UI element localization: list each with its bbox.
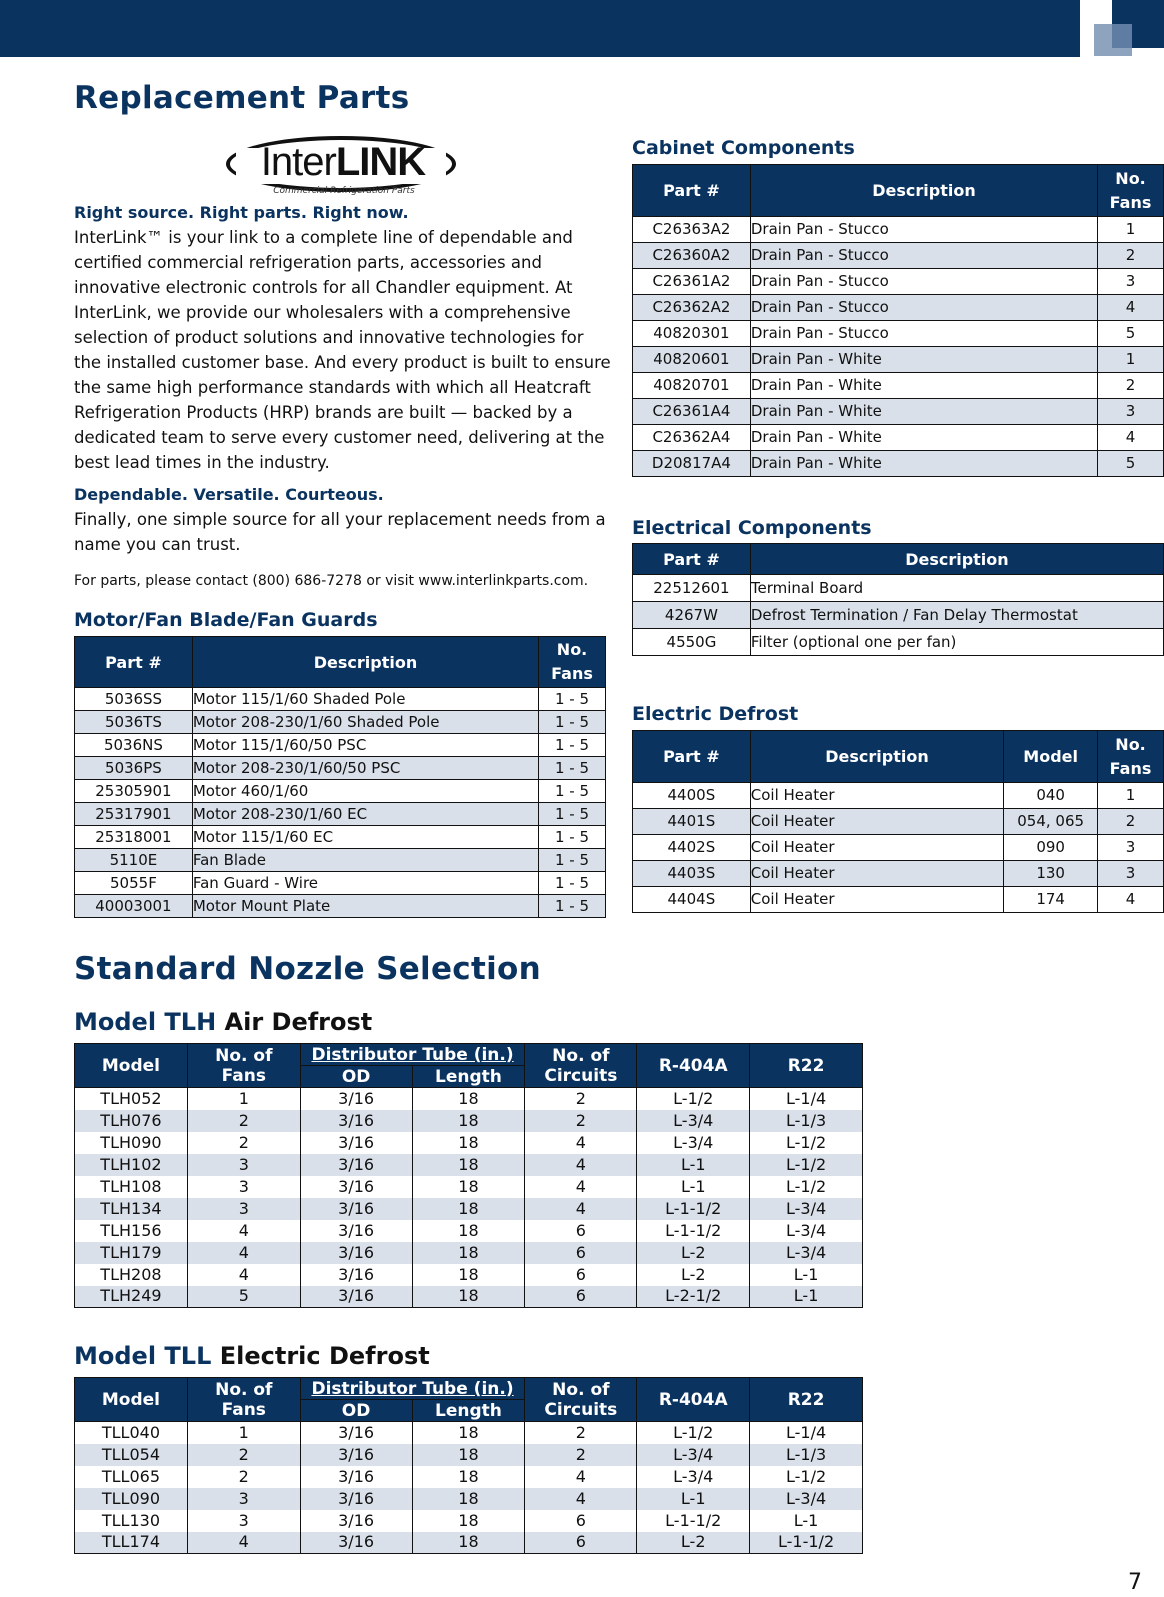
tlh-row-od: 3/16 xyxy=(300,1264,412,1286)
electrical-row xyxy=(633,602,1164,629)
tlh-row-model: TLH102 xyxy=(75,1154,188,1176)
tll-row-circuits: 4 xyxy=(525,1466,637,1488)
electrical-row-part: 4550G xyxy=(633,629,751,656)
motor-row-part: 5036NS xyxy=(75,734,193,757)
cabinet-table xyxy=(632,164,1164,477)
tlh-row-model: TLH249 xyxy=(75,1286,188,1308)
tlh-row-model: TLH076 xyxy=(75,1110,188,1132)
tlh-row-length: 18 xyxy=(412,1088,525,1110)
tlh-row-model: TLH134 xyxy=(75,1198,188,1220)
header-bar xyxy=(0,0,1080,57)
tlh-row-model: TLH156 xyxy=(75,1220,188,1242)
tlh-row xyxy=(75,1176,863,1198)
tll-row-od: 3/16 xyxy=(300,1466,412,1488)
cabinet-row xyxy=(633,451,1164,477)
tlh-title: Model TLH Air Defrost xyxy=(74,1008,373,1036)
cabinet-row-part: D20817A4 xyxy=(633,451,751,477)
tlh-row-fans: 2 xyxy=(187,1110,300,1132)
cabinet-row-fans: 5 xyxy=(1098,321,1164,347)
tll-row xyxy=(75,1532,863,1554)
cabinet-row xyxy=(633,217,1164,243)
electrical-row xyxy=(633,575,1164,602)
contact-line: For parts, please contact (800) 686-7278 or visit www.interlinkparts.com. xyxy=(74,573,589,589)
motor-row-fans: 1 - 5 xyxy=(539,757,606,780)
cabinet-row-desc: Drain Pan - White xyxy=(750,451,1097,477)
tll-header-model: Model xyxy=(75,1378,188,1422)
cabinet-row-desc: Drain Pan - White xyxy=(750,347,1097,373)
tlh-row-model: TLH108 xyxy=(75,1176,188,1198)
tlh-row xyxy=(75,1132,863,1154)
interlink-logo xyxy=(226,130,462,200)
tlh-row-length: 18 xyxy=(412,1154,525,1176)
tll-row-length: 18 xyxy=(412,1444,525,1466)
tll-row-r22: L-1/3 xyxy=(750,1444,863,1466)
tll-title: Model TLL Electric Defrost xyxy=(74,1342,430,1370)
motor-row xyxy=(75,895,606,918)
cabinet-header-desc: Description xyxy=(750,165,1097,217)
tlh-row-circuits: 4 xyxy=(525,1198,637,1220)
defrost-row-part: 4404S xyxy=(633,887,751,913)
defrost-row-fans: 1 xyxy=(1098,783,1164,809)
defrost-row-model: 174 xyxy=(1004,887,1098,913)
tll-row-r404a: L-3/4 xyxy=(637,1444,750,1466)
defrost-header-fans: No. Fans xyxy=(1098,731,1164,783)
motor-row xyxy=(75,872,606,895)
tll-row-circuits: 6 xyxy=(525,1532,637,1554)
tlh-row-r22: L-1 xyxy=(750,1286,863,1308)
tlh-row-od: 3/16 xyxy=(300,1198,412,1220)
electrical-row xyxy=(633,629,1164,656)
cabinet-row-fans: 5 xyxy=(1098,451,1164,477)
defrost-row xyxy=(633,809,1164,835)
tll-row-fans: 1 xyxy=(187,1422,300,1444)
tlh-row-length: 18 xyxy=(412,1286,525,1308)
tlh-row-r404a: L-1 xyxy=(637,1176,750,1198)
tll-row-od: 3/16 xyxy=(300,1444,412,1466)
tlh-row-circuits: 2 xyxy=(525,1110,637,1132)
cabinet-header-part: Part # xyxy=(633,165,751,217)
tlh-row-od: 3/16 xyxy=(300,1220,412,1242)
tlh-row-fans: 4 xyxy=(187,1220,300,1242)
tlh-row-r22: L-1/2 xyxy=(750,1154,863,1176)
motor-row-fans: 1 - 5 xyxy=(539,803,606,826)
defrost-row-desc: Coil Heater xyxy=(750,835,1003,861)
tll-header-r404a: R-404A xyxy=(637,1378,750,1422)
cabinet-row-part: 40820301 xyxy=(633,321,751,347)
tll-row-model: TLL040 xyxy=(75,1422,188,1444)
defrost-row xyxy=(633,887,1164,913)
defrost-section-title: Electric Defrost xyxy=(632,703,799,725)
tagline-2: Dependable. Versatile. Courteous. xyxy=(74,485,384,504)
tll-row-od: 3/16 xyxy=(300,1532,412,1554)
motor-row-desc: Motor 115/1/60 Shaded Pole xyxy=(192,688,538,711)
tlh-row-fans: 1 xyxy=(187,1088,300,1110)
tlh-row-model: TLH179 xyxy=(75,1242,188,1264)
cabinet-row-part: C26361A2 xyxy=(633,269,751,295)
tlh-row-length: 18 xyxy=(412,1132,525,1154)
cabinet-header-fans: No. Fans xyxy=(1098,165,1164,217)
motor-row-fans: 1 - 5 xyxy=(539,895,606,918)
tlh-row-r22: L-1/4 xyxy=(750,1088,863,1110)
defrost-row-desc: Coil Heater xyxy=(750,783,1003,809)
electrical-table xyxy=(632,543,1164,656)
motor-section-title: Motor/Fan Blade/Fan Guards xyxy=(74,609,378,631)
cabinet-row-desc: Drain Pan - Stucco xyxy=(750,295,1097,321)
tlh-row-r22: L-3/4 xyxy=(750,1242,863,1264)
motor-row-desc: Motor 208-230/1/60 EC xyxy=(192,803,538,826)
tll-row-od: 3/16 xyxy=(300,1510,412,1532)
motor-row-part: 5055F xyxy=(75,872,193,895)
cabinet-row-fans: 3 xyxy=(1098,269,1164,295)
tlh-row-od: 3/16 xyxy=(300,1132,412,1154)
tlh-row-circuits: 6 xyxy=(525,1220,637,1242)
tlh-row-fans: 4 xyxy=(187,1264,300,1286)
tll-row-r22: L-1 xyxy=(750,1510,863,1532)
tll-header-r22: R22 xyxy=(750,1378,863,1422)
cabinet-row xyxy=(633,347,1164,373)
tlh-row-fans: 3 xyxy=(187,1154,300,1176)
intro-paragraph: InterLink™ is your link to a complete line of dependable and certified commercial refrigeration parts, accessories and innovative electronic controls for all Chandler equipment. At InterLink, we provide our wholesalers with a comprehensive selection of product solutions and innovative technologies for the installed customer base. And every product is built to ensure the same high performance standards with which all Heatcraft Refrigeration Products (HRP) brands are built — backed by a dedicated team to serve every customer need, delivering at the best lead times in the industry. xyxy=(74,228,611,472)
defrost-row-fans: 4 xyxy=(1098,887,1164,913)
electrical-header-part: Part # xyxy=(633,544,751,575)
defrost-row xyxy=(633,861,1164,887)
tlh-row-circuits: 6 xyxy=(525,1286,637,1308)
cabinet-row xyxy=(633,295,1164,321)
tlh-row xyxy=(75,1198,863,1220)
tll-row-circuits: 6 xyxy=(525,1510,637,1532)
defrost-row-fans: 3 xyxy=(1098,835,1164,861)
defrost-row-part: 4403S xyxy=(633,861,751,887)
motor-row-desc: Motor 208-230/1/60/50 PSC xyxy=(192,757,538,780)
tlh-row-fans: 3 xyxy=(187,1198,300,1220)
tll-header-circuits: No. of Circuits xyxy=(525,1378,637,1422)
defrost-row-part: 4402S xyxy=(633,835,751,861)
tll-row-length: 18 xyxy=(412,1510,525,1532)
cabinet-row-part: C26363A2 xyxy=(633,217,751,243)
motor-row-part: 25305901 xyxy=(75,780,193,803)
defrost-table xyxy=(632,730,1164,913)
tlh-row-length: 18 xyxy=(412,1220,525,1242)
tlh-row-od: 3/16 xyxy=(300,1286,412,1308)
motor-row-desc: Motor 115/1/60 EC xyxy=(192,826,538,849)
cabinet-row-part: C26361A4 xyxy=(633,399,751,425)
tlh-row-circuits: 6 xyxy=(525,1242,637,1264)
defrost-row-part: 4400S xyxy=(633,783,751,809)
motor-header-part: Part # xyxy=(75,637,193,688)
motor-header-fans: No. Fans xyxy=(539,637,606,688)
defrost-row-desc: Coil Heater xyxy=(750,809,1003,835)
tlh-row-circuits: 2 xyxy=(525,1088,637,1110)
tll-row-model: TLL174 xyxy=(75,1532,188,1554)
electrical-row-part: 4267W xyxy=(633,602,751,629)
page-number: 7 xyxy=(1128,1570,1142,1595)
defrost-row-fans: 2 xyxy=(1098,809,1164,835)
cabinet-row-part: C26360A2 xyxy=(633,243,751,269)
tll-row-length: 18 xyxy=(412,1532,525,1554)
motor-row xyxy=(75,734,606,757)
defrost-row xyxy=(633,783,1164,809)
tlh-row-fans: 5 xyxy=(187,1286,300,1308)
cabinet-row-desc: Drain Pan - Stucco xyxy=(750,321,1097,347)
cabinet-row-part: C26362A4 xyxy=(633,425,751,451)
closing-paragraph: Finally, one simple source for all your replacement needs from a name you can trust. xyxy=(74,510,606,554)
tlh-header-fans: No. of Fans xyxy=(187,1044,300,1088)
electrical-row-part: 22512601 xyxy=(633,575,751,602)
tll-row-fans: 2 xyxy=(187,1466,300,1488)
tll-table xyxy=(74,1377,863,1554)
tll-row-model: TLL065 xyxy=(75,1466,188,1488)
cabinet-row-part: 40820701 xyxy=(633,373,751,399)
motor-row-part: 5036SS xyxy=(75,688,193,711)
tlh-row-od: 3/16 xyxy=(300,1176,412,1198)
cabinet-row-part: 40820601 xyxy=(633,347,751,373)
tll-row-r22: L-1/4 xyxy=(750,1422,863,1444)
motor-row-desc: Fan Guard - Wire xyxy=(192,872,538,895)
tlh-row-r404a: L-1-1/2 xyxy=(637,1198,750,1220)
tll-row-model: TLL054 xyxy=(75,1444,188,1466)
cabinet-row-desc: Drain Pan - Stucco xyxy=(750,243,1097,269)
tlh-row-model: TLH208 xyxy=(75,1264,188,1286)
tlh-row-r404a: L-2 xyxy=(637,1242,750,1264)
tll-row-fans: 3 xyxy=(187,1510,300,1532)
tll-row-fans: 4 xyxy=(187,1532,300,1554)
tlh-row-r22: L-1/2 xyxy=(750,1132,863,1154)
tll-row-length: 18 xyxy=(412,1422,525,1444)
tll-row-r22: L-1-1/2 xyxy=(750,1532,863,1554)
defrost-header-model: Model xyxy=(1004,731,1098,783)
tlh-row-length: 18 xyxy=(412,1198,525,1220)
tlh-row-r404a: L-1 xyxy=(637,1154,750,1176)
cabinet-row-part: C26362A2 xyxy=(633,295,751,321)
tll-header-od: OD xyxy=(300,1400,412,1422)
cabinet-row-desc: Drain Pan - White xyxy=(750,425,1097,451)
electrical-row-desc: Defrost Termination / Fan Delay Thermostat xyxy=(750,602,1163,629)
tll-row-r404a: L-1/2 xyxy=(637,1422,750,1444)
cabinet-section-title: Cabinet Components xyxy=(632,137,855,159)
tlh-row-r404a: L-3/4 xyxy=(637,1132,750,1154)
tlh-row-od: 3/16 xyxy=(300,1154,412,1176)
electrical-section-title: Electrical Components xyxy=(632,517,872,539)
motor-row xyxy=(75,780,606,803)
motor-row-desc: Fan Blade xyxy=(192,849,538,872)
tlh-row-r404a: L-1-1/2 xyxy=(637,1220,750,1242)
motor-row-part: 5110E xyxy=(75,849,193,872)
defrost-row-model: 090 xyxy=(1004,835,1098,861)
tlh-header-od: OD xyxy=(300,1066,412,1088)
tll-header-length: Length xyxy=(412,1400,525,1422)
cabinet-row-fans: 2 xyxy=(1098,373,1164,399)
tll-row-fans: 2 xyxy=(187,1444,300,1466)
tlh-header-model: Model xyxy=(75,1044,188,1088)
defrost-row-desc: Coil Heater xyxy=(750,887,1003,913)
tlh-row-r22: L-1/2 xyxy=(750,1176,863,1198)
cabinet-row-desc: Drain Pan - White xyxy=(750,373,1097,399)
tlh-row-circuits: 4 xyxy=(525,1132,637,1154)
defrost-row xyxy=(633,835,1164,861)
tll-row-circuits: 2 xyxy=(525,1444,637,1466)
motor-row xyxy=(75,757,606,780)
tlh-row-r22: L-3/4 xyxy=(750,1220,863,1242)
tlh-row xyxy=(75,1220,863,1242)
tlh-table xyxy=(74,1043,863,1308)
tll-row-r404a: L-1-1/2 xyxy=(637,1510,750,1532)
motor-row xyxy=(75,688,606,711)
cabinet-row-fans: 4 xyxy=(1098,425,1164,451)
replacement-parts-title: Replacement Parts xyxy=(74,80,410,116)
tll-row-model: TLL090 xyxy=(75,1488,188,1510)
motor-row xyxy=(75,826,606,849)
tagline-1: Right source. Right parts. Right now. xyxy=(74,203,409,222)
motor-row-desc: Motor 460/1/60 xyxy=(192,780,538,803)
tlh-row-r404a: L-3/4 xyxy=(637,1110,750,1132)
tlh-row xyxy=(75,1242,863,1264)
tlh-row xyxy=(75,1286,863,1308)
motor-row-desc: Motor 115/1/60/50 PSC xyxy=(192,734,538,757)
cabinet-row xyxy=(633,243,1164,269)
cabinet-row xyxy=(633,269,1164,295)
tll-row-r404a: L-3/4 xyxy=(637,1466,750,1488)
logo-wordmark: InterLINK xyxy=(260,140,426,184)
cabinet-row-desc: Drain Pan - Stucco xyxy=(750,269,1097,295)
tll-row-r404a: L-1 xyxy=(637,1488,750,1510)
motor-row-desc: Motor Mount Plate xyxy=(192,895,538,918)
tlh-row-circuits: 4 xyxy=(525,1154,637,1176)
tlh-row-circuits: 4 xyxy=(525,1176,637,1198)
tlh-row-length: 18 xyxy=(412,1176,525,1198)
tlh-row-r22: L-1 xyxy=(750,1264,863,1286)
tlh-header-r22: R22 xyxy=(750,1044,863,1088)
defrost-header-desc: Description xyxy=(750,731,1003,783)
tll-row xyxy=(75,1466,863,1488)
electrical-header-desc: Description xyxy=(750,544,1163,575)
tlh-row-fans: 4 xyxy=(187,1242,300,1264)
tlh-row-od: 3/16 xyxy=(300,1088,412,1110)
tlh-row-circuits: 6 xyxy=(525,1264,637,1286)
tll-row xyxy=(75,1510,863,1532)
defrost-row-model: 054, 065 xyxy=(1004,809,1098,835)
motor-row-desc: Motor 208-230/1/60 Shaded Pole xyxy=(192,711,538,734)
motor-row-fans: 1 - 5 xyxy=(539,688,606,711)
tlh-header-tube: Distributor Tube (in.) xyxy=(300,1044,525,1066)
tll-row xyxy=(75,1422,863,1444)
cabinet-row-fans: 4 xyxy=(1098,295,1164,321)
tlh-row-fans: 3 xyxy=(187,1176,300,1198)
tll-row-circuits: 4 xyxy=(525,1488,637,1510)
tll-row-circuits: 2 xyxy=(525,1422,637,1444)
tlh-row-od: 3/16 xyxy=(300,1110,412,1132)
tll-row-r22: L-3/4 xyxy=(750,1488,863,1510)
cabinet-row-desc: Drain Pan - White xyxy=(750,399,1097,425)
defrost-row-model: 130 xyxy=(1004,861,1098,887)
tlh-row xyxy=(75,1110,863,1132)
corner-square-mid xyxy=(1112,24,1132,48)
electrical-row-desc: Filter (optional one per fan) xyxy=(750,629,1163,656)
tll-row-length: 18 xyxy=(412,1488,525,1510)
tlh-row xyxy=(75,1154,863,1176)
tlh-row-od: 3/16 xyxy=(300,1242,412,1264)
tlh-row-r404a: L-1/2 xyxy=(637,1088,750,1110)
motor-header-desc: Description xyxy=(192,637,538,688)
cabinet-row-desc: Drain Pan - Stucco xyxy=(750,217,1097,243)
tll-row xyxy=(75,1488,863,1510)
cabinet-row-fans: 3 xyxy=(1098,399,1164,425)
cabinet-row xyxy=(633,373,1164,399)
cabinet-row-fans: 2 xyxy=(1098,243,1164,269)
logo-tagline: Commercial Refrigeration Parts xyxy=(273,186,415,196)
motor-row xyxy=(75,711,606,734)
motor-row-fans: 1 - 5 xyxy=(539,872,606,895)
cabinet-row xyxy=(633,321,1164,347)
motor-row-part: 5036PS xyxy=(75,757,193,780)
tll-row-fans: 3 xyxy=(187,1488,300,1510)
tlh-row-fans: 2 xyxy=(187,1132,300,1154)
motor-row-part: 25318001 xyxy=(75,826,193,849)
tlh-row xyxy=(75,1264,863,1286)
tll-row-r22: L-1/2 xyxy=(750,1466,863,1488)
tll-row xyxy=(75,1444,863,1466)
intro-text xyxy=(74,201,614,591)
tlh-row-r22: L-3/4 xyxy=(750,1198,863,1220)
tll-row-model: TLL130 xyxy=(75,1510,188,1532)
defrost-row-part: 4401S xyxy=(633,809,751,835)
tll-row-length: 18 xyxy=(412,1466,525,1488)
tlh-row-model: TLH090 xyxy=(75,1132,188,1154)
tlh-row-r22: L-1/3 xyxy=(750,1110,863,1132)
tll-row-r404a: L-2 xyxy=(637,1532,750,1554)
tll-row-od: 3/16 xyxy=(300,1488,412,1510)
tll-row-od: 3/16 xyxy=(300,1422,412,1444)
motor-row-fans: 1 - 5 xyxy=(539,849,606,872)
motor-row-fans: 1 - 5 xyxy=(539,711,606,734)
motor-row xyxy=(75,849,606,872)
tll-header-tube: Distributor Tube (in.) xyxy=(300,1378,525,1400)
electrical-row-desc: Terminal Board xyxy=(750,575,1163,602)
motor-row-part: 5036TS xyxy=(75,711,193,734)
tlh-row-length: 18 xyxy=(412,1110,525,1132)
motor-row-part: 40003001 xyxy=(75,895,193,918)
tlh-header-r404a: R-404A xyxy=(637,1044,750,1088)
tlh-row-length: 18 xyxy=(412,1242,525,1264)
tll-header-fans: No. of Fans xyxy=(187,1378,300,1422)
tlh-row-length: 18 xyxy=(412,1264,525,1286)
motor-row-part: 25317901 xyxy=(75,803,193,826)
tlh-row xyxy=(75,1088,863,1110)
tlh-row-model: TLH052 xyxy=(75,1088,188,1110)
tlh-header-circuits: No. of Circuits xyxy=(525,1044,637,1088)
tlh-row-r404a: L-2-1/2 xyxy=(637,1286,750,1308)
defrost-row-fans: 3 xyxy=(1098,861,1164,887)
motor-row-fans: 1 - 5 xyxy=(539,826,606,849)
defrost-row-desc: Coil Heater xyxy=(750,861,1003,887)
defrost-row-model: 040 xyxy=(1004,783,1098,809)
tlh-row-r404a: L-2 xyxy=(637,1264,750,1286)
motor-row-fans: 1 - 5 xyxy=(539,734,606,757)
tlh-header-length: Length xyxy=(412,1066,525,1088)
nozzle-section-title: Standard Nozzle Selection xyxy=(74,951,541,987)
motor-row xyxy=(75,803,606,826)
defrost-header-part: Part # xyxy=(633,731,751,783)
cabinet-row xyxy=(633,425,1164,451)
motor-table xyxy=(74,636,606,918)
cabinet-row-fans: 1 xyxy=(1098,217,1164,243)
cabinet-row xyxy=(633,399,1164,425)
motor-row-fans: 1 - 5 xyxy=(539,780,606,803)
cabinet-row-fans: 1 xyxy=(1098,347,1164,373)
